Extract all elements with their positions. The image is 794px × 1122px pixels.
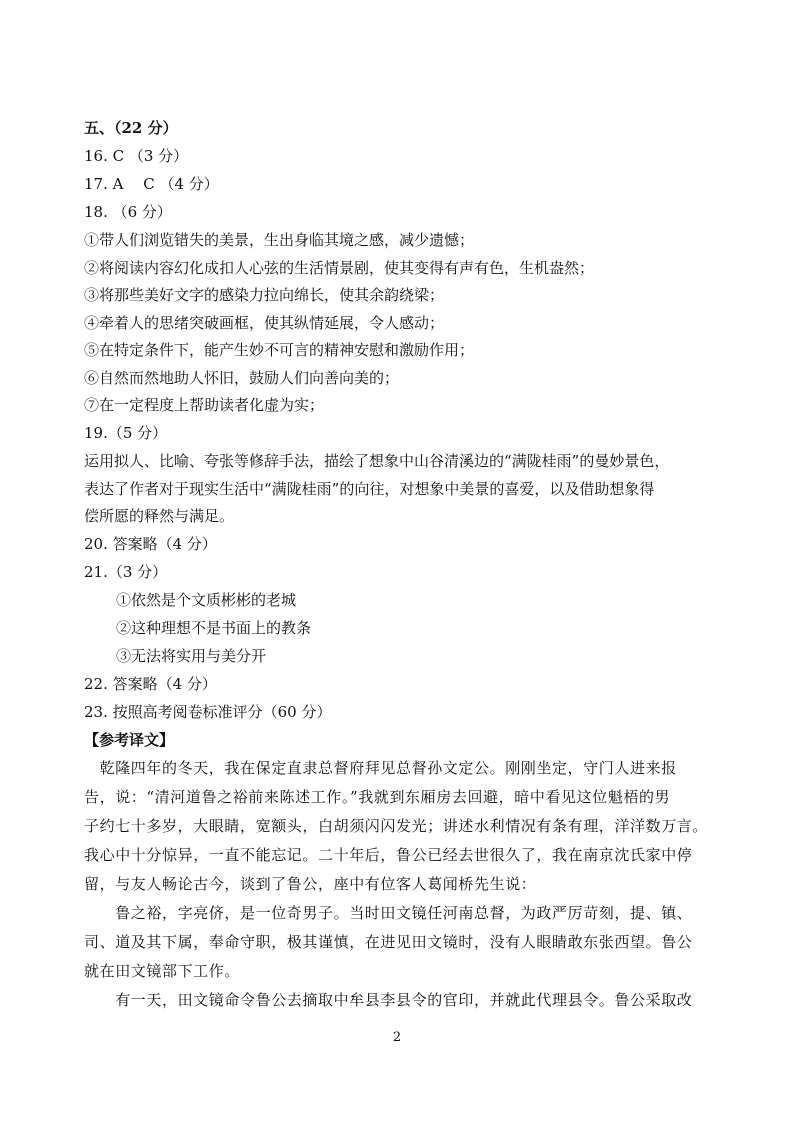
answer-17: 17. A C （4 分） (84, 175, 219, 193)
section-heading: 五、（22 分） (84, 119, 178, 137)
translation-line: 留，与友人畅论古今，谈到了鲁公，座中有位客人葛闻桥先生说： (84, 875, 537, 893)
page-number: 2 (392, 1030, 402, 1045)
q18-point-7: ⑦在一定程度上帮助读者化虚为实； (84, 396, 325, 414)
q19-title: 19.（5 分） (84, 424, 168, 442)
q20-answer: 20. 答案略（4 分） (84, 535, 217, 553)
translation-line: 有一天，田文镜命令鲁公去摘取中牟县李县令的官印，并就此代理县令。鲁公采取改 (84, 991, 693, 1009)
translation-line: 司、道及其下属，奉命守职，极其谨慎，在进见田文镜时，没有人眼睛敢东张西望。鲁公 (84, 933, 693, 951)
q18-point-4: ④牵着人的思绪突破画框，使其纵情延展，令人感动； (84, 314, 445, 332)
translation-line: 告，说：“清河道鲁之裕前来陈述工作。”我就到东厢房去回避，暗中看见这位魁梧的男 (84, 788, 671, 806)
q21-point-1: ①依然是个文质彬彬的老城 (116, 591, 297, 609)
q19-line-1: 运用拟人、比喻、夸张等修辞手法，描绘了想象中山谷清溪边的“满陇桂雨”的曼妙景色， (84, 452, 670, 470)
q18-point-1: ①带人们浏览错失的美景，生出身临其境之感，减少遗憾； (84, 231, 475, 249)
q19-line-3: 偿所愿的释然与满足。 (84, 507, 235, 525)
translation-line: 鲁之裕，字亮侪，是一位奇男子。当时田文镜任河南总督，为政严厉苛刻，提、镇、 (84, 904, 693, 922)
q19-line-2: 表达了作者对于现实生活中“满陇桂雨”的向往，对想象中美景的喜爱，以及借助想象得 (84, 480, 655, 498)
q21-point-3: ③无法将实用与美分开 (116, 647, 267, 665)
answer-18-title: 18. （6 分） (84, 203, 172, 221)
translation-line: 子约七十多岁，大眼睛，宽额头，白胡须闪闪发光；讲述水利情况有条有理，洋洋数万言。 (84, 817, 709, 835)
answer-16: 16. C （3 分） (84, 147, 189, 165)
q18-point-5: ⑤在特定条件下，能产生妙不可言的精神安慰和激励作用； (84, 341, 475, 359)
q21-point-2: ②这种理想不是书面上的教条 (116, 619, 312, 637)
q21-title: 21.（3 分） (84, 563, 168, 581)
q18-point-3: ③将那些美好文字的感染力拉向绵长，使其余韵绕梁； (84, 286, 445, 304)
translation-line: 乾隆四年的冬天，我在保定直隶总督府拜见总督孙文定公。刚刚坐定，守门人进来报 (84, 759, 677, 777)
translation-line: 就在田文镜部下工作。 (84, 962, 241, 980)
q18-point-6: ⑥自然而然地助人怀旧，鼓励人们向善向美的； (84, 369, 400, 387)
q23-answer: 23. 按照高考阅卷标准评分（60 分） (84, 703, 332, 721)
q18-point-2: ②将阅读内容幻化成扣人心弦的生活情景剧，使其变得有声有色，生机盎然； (84, 259, 595, 277)
translation-heading: 【参考译文】 (84, 731, 175, 749)
q22-answer: 22. 答案略（4 分） (84, 675, 217, 693)
translation-line: 我心中十分惊异，一直不能忘记。二十年后，鲁公已经去世很久了，我在南京沈氏家中停 (84, 846, 693, 864)
